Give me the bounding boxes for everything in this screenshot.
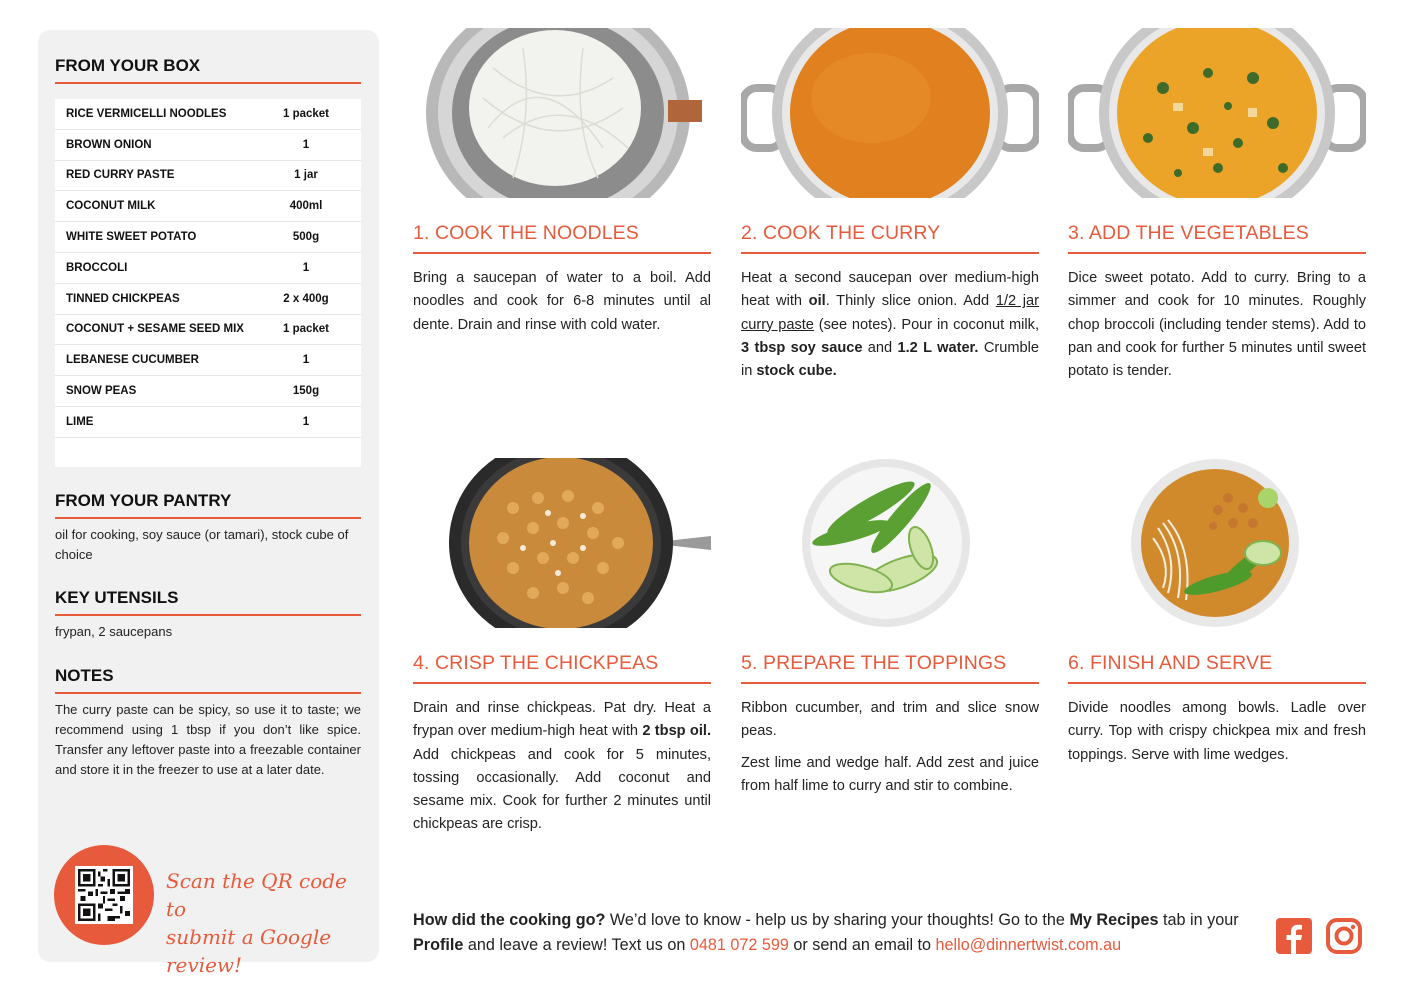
step-title: 3. ADD THE VEGETABLES (1068, 222, 1309, 244)
divider (413, 252, 711, 254)
ingredient-row (55, 130, 361, 161)
qr-text-line: Scan the QR code to (166, 869, 347, 921)
divider (741, 682, 1039, 684)
ingredient-row (55, 376, 361, 407)
pantry-text: oil for cooking, soy sauce (or tamari), stock cube of choice (55, 527, 349, 562)
ingredient-row (55, 99, 361, 130)
step-instructions (1068, 697, 1366, 767)
from-your-box-title: FROM YOUR BOX (55, 56, 201, 75)
sidebar (38, 30, 379, 977)
ingredient-name: RICE VERMICELLI NOODLES (66, 107, 227, 120)
step-title: 5. PREPARE THE TOPPINGS (741, 652, 1007, 674)
step-title: 4. CRISP THE CHICKPEAS (413, 652, 659, 674)
ingredient-name: WHITE SWEET POTATO (66, 231, 197, 244)
noodles-in-colander-photo (413, 28, 711, 198)
ingredient-qty: 150g (292, 385, 320, 398)
instagram-icon[interactable] (1325, 917, 1363, 955)
step-title: 1. COOK THE NOODLES (413, 222, 639, 244)
bold-text: 2 tbsp oil. (642, 723, 712, 740)
step-instructions (741, 267, 1039, 383)
ingredient-name: LIME (66, 415, 94, 428)
email-link[interactable]: hello@dinnertwist.com.au (935, 936, 1122, 954)
ingredient-qty: 1 (302, 415, 310, 428)
finished-bowl-photo (1068, 458, 1366, 628)
text-run: or send an email to (788, 936, 936, 954)
ingredient-qty: 400ml (289, 200, 323, 213)
text-run: Bring a saucepan of water to a boil. Add noodles and cook for 6-8 minutes until al dente. Drain and rinse with cold water. (413, 270, 711, 333)
qr-code-icon[interactable] (75, 866, 133, 924)
divider (413, 682, 711, 684)
text-run: Add chickpeas and cook for 5 minutes, tossing occasionally. Add coconut and sesame mix. Cook for further 2 minutes until chickpeas are crisp. (413, 746, 711, 833)
bold-text: My Recipes (1069, 911, 1159, 929)
divider (1068, 252, 1366, 254)
text-run: and leave a review! Text us on (463, 936, 690, 954)
bold-text: Profile (413, 936, 464, 954)
ingredient-qty: 1 packet (282, 323, 330, 336)
step-instructions (413, 267, 711, 337)
ingredient-row (55, 284, 361, 315)
ingredient-qty: 2 x 400g (283, 292, 329, 305)
ingredient-row (55, 253, 361, 284)
divider (741, 252, 1039, 254)
bold-text: 3 tbsp soy sauce (741, 339, 863, 356)
divider (55, 517, 361, 519)
notes-text: The curry paste can be spicy, so use it to taste; we recommend using 1 tbsp if you don’t like spice. Transfer any leftover paste into a freezable container and store it in the freezer to use at a later date. (55, 702, 361, 777)
ingredient-name: BROWN ONION (66, 138, 152, 151)
divider (55, 614, 361, 616)
ingredient-name: COCONUT + SESAME SEED MIX (66, 323, 244, 336)
ingredient-name: SNOW PEAS (66, 385, 137, 398)
step-paragraph: Zest lime and wedge half. Add zest and juice from half lime to curry and stir to combine. (741, 754, 1039, 794)
ingredient-name: TINNED CHICKPEAS (66, 292, 180, 305)
utensils-text: frypan, 2 saucepans (55, 624, 173, 639)
facebook-icon[interactable] (1275, 917, 1313, 955)
text-run: Divide noodles among bowls. Ladle over curry. Top with crispy chickpea mix and fresh toppings. Serve with lime wedges. (1068, 700, 1366, 763)
underlined-text: 1/2 jar curry paste (741, 293, 1039, 333)
utensils-title: KEY UTENSILS (55, 588, 179, 607)
bold-text: oil (808, 293, 826, 310)
toppings-plate-photo (741, 458, 1039, 628)
step-paragraph: Ribbon cucumber, and trim and slice snow peas. (741, 700, 1039, 740)
ingredient-row (55, 191, 361, 222)
phone-link[interactable]: 0481 072 599 (689, 936, 789, 954)
qr-text-line: submit a Google review! (166, 925, 332, 977)
ingredient-row (55, 345, 361, 376)
divider (1068, 682, 1366, 684)
step-instructions (741, 697, 1039, 798)
text-run: Drain and rinse chickpeas. Pat dry. Heat a frypan over medium-high heat with (413, 700, 711, 740)
review-footer-text (413, 908, 1263, 958)
text-run: Crumble in (741, 339, 1039, 380)
bold-text: How did the cooking go? (413, 911, 606, 929)
text-run: (see notes). Pour in coconut milk, (813, 316, 1040, 333)
ingredient-qty: 1 (302, 354, 310, 367)
ingredient-row (55, 161, 361, 192)
divider (55, 692, 361, 694)
notes-title: NOTES (55, 666, 114, 685)
text-run: Dice sweet potato. Add to curry. Bring to a simmer and cook for 10 minutes. Roughly chop broccoli (including tender stems). Add to pan and cook for further 5 minutes until sweet potato is tender. (1068, 270, 1366, 380)
ingredient-row (55, 407, 361, 438)
text-run: and (862, 339, 898, 356)
bold-text: 1.2 L water. (897, 339, 979, 356)
text-run: . Thinly slice onion. Add (825, 293, 996, 310)
ingredients-table (55, 99, 361, 467)
step-title: 6. FINISH AND SERVE (1068, 652, 1273, 674)
ingredient-row (55, 222, 361, 253)
qr-badge[interactable] (54, 845, 154, 945)
ingredient-qty: 500g (292, 231, 320, 244)
curry-pot-photo (741, 28, 1039, 198)
pantry-title: FROM YOUR PANTRY (55, 491, 232, 510)
step-instructions (1068, 267, 1366, 383)
bold-text: stock cube. (756, 363, 837, 380)
ingredient-name: RED CURRY PASTE (66, 169, 175, 182)
qr-review-text (166, 867, 366, 979)
ingredient-name: BROCCOLI (66, 261, 128, 274)
ingredient-name: LEBANESE CUCUMBER (66, 354, 199, 367)
ingredient-qty: 1 packet (282, 107, 330, 120)
text-run: We’d love to know - help us by sharing your thoughts! Go to the (605, 911, 1070, 929)
ingredient-qty: 1 (302, 261, 310, 274)
ingredient-name: COCONUT MILK (66, 200, 156, 213)
ingredient-qty: 1 jar (294, 169, 318, 182)
step-instructions (413, 697, 711, 837)
ingredient-qty: 1 (302, 138, 310, 151)
divider (55, 82, 361, 84)
step-title: 2. COOK THE CURRY (741, 222, 941, 244)
chickpeas-frypan-photo (413, 458, 711, 628)
vegetable-curry-pot-photo (1068, 28, 1366, 198)
text-run: tab in your (1158, 911, 1239, 929)
ingredient-row (55, 315, 361, 346)
text-run: Heat a second saucepan over medium-high heat with (741, 270, 1039, 310)
